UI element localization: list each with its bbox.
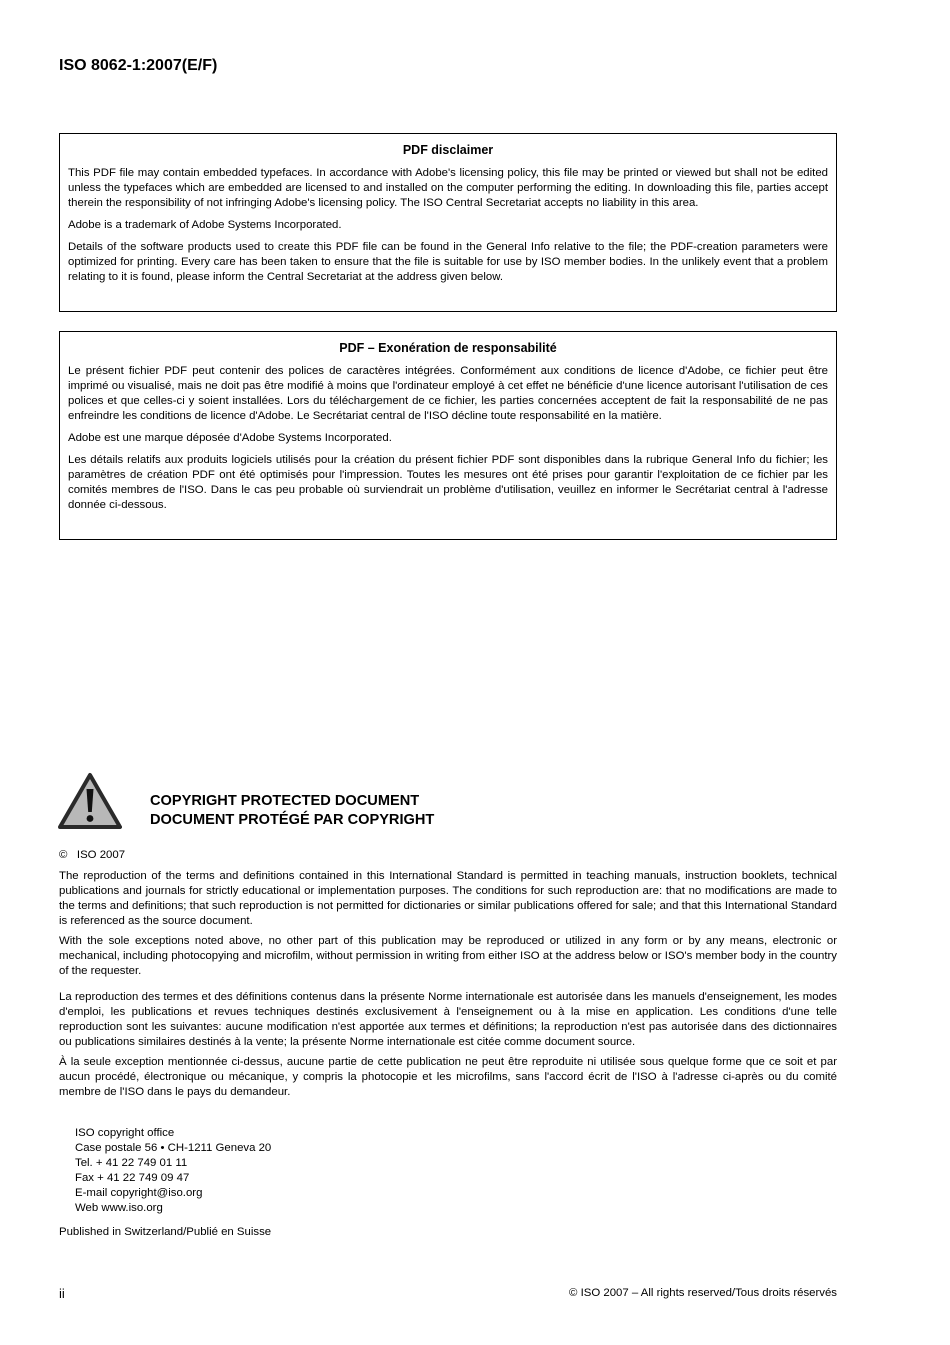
- disclaimer-paragraph-fr: Adobe est une marque déposée d'Adobe Systems Incorporated.: [68, 432, 392, 444]
- copyright-paragraph-fr: À la seule exception mentionnée ci-dessus, aucune partie de cette publication ne peut être reproduite ni utilisée sous quelque forme que ce soit et par aucun procédé, électronique ou mécanique, y compris la photocopie et les microfilms, sans l'accord écrit de l'ISO à l'adresse ci-après ou du comité membre de l'ISO dans le pays du demandeur.: [59, 1056, 837, 1098]
- copyright-symbol: ©: [59, 849, 68, 861]
- disclaimer-paragraph-fr: Le présent fichier PDF peut contenir des polices de caractères intégrées. Conformément aux conditions de licence d'Adobe, ce fichier peut être imprimé ou visualisé, mais ne doit pas être modifié à moins que l'ordinateur employé à cet effet ne bénéficie d'une licence autorisant l'utilisation de ces polices et que celles-ci y soient installées. Lors du téléchargement de ce fichier, les parties concernées acceptent de fait la responsabilité de ne pas enfreindre les conditions de licence d'Adobe. Le Secrétariat central de l'ISO décline toute responsabilité en la matière.: [68, 365, 828, 422]
- copyright-text-en: [59, 869, 837, 979]
- address-line: Fax + 41 22 749 09 47: [75, 1172, 190, 1184]
- warning-triangle-icon: [58, 772, 122, 830]
- pdf-disclaimer-box-fr: [59, 331, 837, 540]
- published-line: Published in Switzerland/Publié en Suisse: [59, 1226, 272, 1238]
- document-id: ISO 8062-1:2007(E/F): [59, 57, 218, 74]
- iso-address-block: [75, 1126, 271, 1216]
- disclaimer-paragraph: Adobe is a trademark of Adobe Systems Incorporated.: [68, 219, 342, 231]
- address-line: ISO copyright office: [75, 1127, 175, 1139]
- page-number: ii: [59, 1286, 65, 1301]
- copyright-heading-en: COPYRIGHT PROTECTED DOCUMENT: [150, 793, 420, 809]
- copyright-paragraph: The reproduction of the terms and definitions contained in this International Standard is permitted in teaching manuals, instruction booklets, technical publications and journals for strictly educational or implementation purposes. The conditions for such reproduction are: that no modifications are made to the terms and definitions; that such reproduction is not permitted for dictionaries or similar publications offered for sale; and that this International Standard is referenced as the source document.: [59, 870, 837, 927]
- copyright-heading: [150, 792, 434, 830]
- address-line: E-mail copyright@iso.org: [75, 1187, 203, 1199]
- address-line: Case postale 56 • CH-1211 Geneva 20: [75, 1142, 272, 1154]
- copyright-paragraph: With the sole exceptions noted above, no other part of this publication may be reproduced or utilized in any form or by any means, electronic or mechanical, including photocopying and microfilm, without permission in writing from either ISO at the address below or ISO's member body in the country of the requester.: [59, 935, 837, 977]
- pdf-disclaimer-box-en: [59, 133, 837, 312]
- disclaimer-paragraph: This PDF file may contain embedded typefaces. In accordance with Adobe's licensing policy, this file may be printed or viewed but shall not be edited unless the typefaces which are embedded are licensed to and installed on the computer performing the editing. In downloading this file, parties accept therein the responsibility of not infringing Adobe's licensing policy. The ISO Central Secretariat accepts no liability in this area.: [68, 167, 828, 209]
- address-line: Web www.iso.org: [75, 1202, 163, 1214]
- copyright-year-line: [59, 849, 125, 861]
- copyright-paragraph-fr: La reproduction des termes et des définitions contenus dans la présente Norme internationale est autorisée dans les manuels d'enseignement, les modes d'emploi, les publications et revues techniques destinés exclusivement à l'enseignement ou à la mise en application. Les conditions d'une telle reproduction sont les suivantes: aucune modification n'est apportée aux termes et définitions; la reproduction n'est pas autorisée dans des dictionnaires ou publications similaires destinés à la vente; la présente Norme internationale est citée comme document source.: [59, 991, 837, 1048]
- copyright-heading-fr: DOCUMENT PROTÉGÉ PAR COPYRIGHT: [150, 812, 435, 828]
- disclaimer-paragraph-fr: Les détails relatifs aux produits logiciels utilisés pour la création du présent fichier PDF sont disponibles dans la rubrique General Info du fichier; les paramètres de création PDF ont été optimisés pour l'impression. Toutes les mesures ont été prises pour garantir l'exploitation de ce fichier par les comités membres de l'ISO. Dans le cas peu probable où surviendrait un problème d'utilisation, veuillez en informer le Secrétariat central à l'adresse donnée ci-dessous.: [68, 454, 828, 511]
- footer-rights: © ISO 2007 – All rights reserved/Tous droits réservés: [569, 1287, 837, 1299]
- address-line: Tel. + 41 22 749 01 11: [75, 1157, 188, 1169]
- copyright-year: ISO 2007: [76, 849, 126, 861]
- disclaimer-paragraph: Details of the software products used to create this PDF file can be found in the General Info relative to the file; the PDF-creation parameters were optimized for printing. Every care has been taken to ensure that the file is suitable for use by ISO member bodies. In the unlikely event that a problem relating to it is found, please inform the Central Secretariat at the address given below.: [68, 241, 828, 283]
- pdf-disclaimer-title: PDF disclaimer: [402, 143, 494, 157]
- pdf-disclaimer-title-fr: PDF – Exonération de responsabilité: [339, 341, 557, 355]
- copyright-text-fr: [59, 990, 837, 1100]
